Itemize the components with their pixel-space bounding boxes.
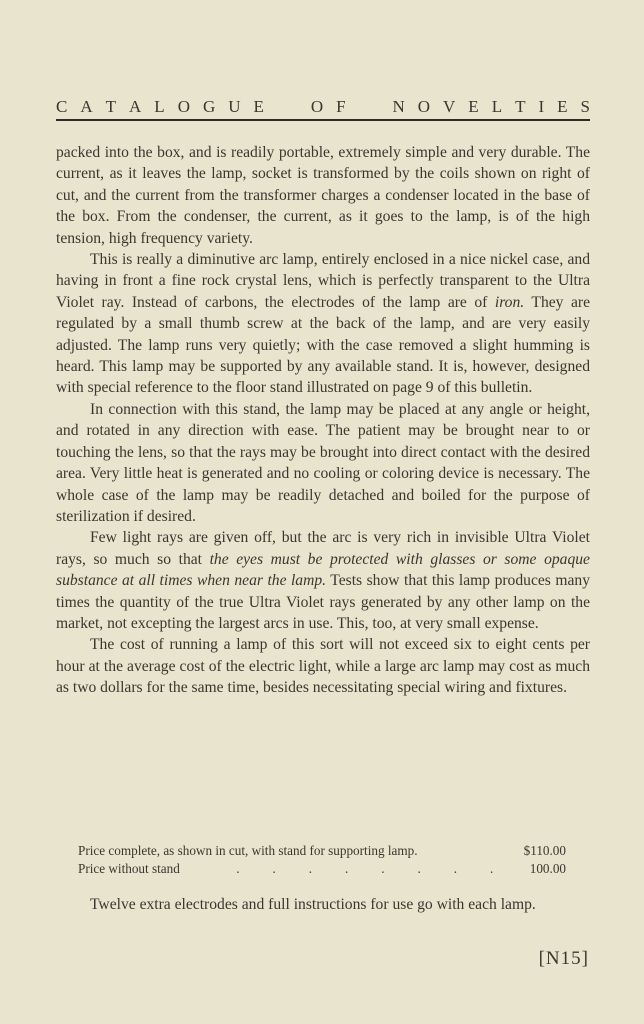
italic-text: the eyes must be protected with glasses or some opaque substance at all times when near the lamp. [56, 550, 590, 590]
price-value: $110.00 [523, 843, 566, 858]
text-segment: Tests show that this lamp produces many times the quantity of the true Ultra Violet rays generated by any other lamp on the market, not excepting the largest arcs in use. This, too, at very small expense. [56, 572, 590, 632]
header-word-of: O F [310, 97, 346, 116]
paragraph [56, 527, 590, 634]
paragraph [56, 634, 590, 698]
price-value: 100.00 [529, 861, 566, 876]
text-segment: Few light rays are given off, but the arc is very rich in invisible Ultra Violet rays, so much so that [56, 529, 590, 568]
closing-note [56, 894, 590, 916]
italic-text: iron. [494, 293, 525, 311]
price-label: Price complete, as shown in cut, with stand for supporting lamp. [78, 843, 418, 858]
text-segment: In connection with this stand, the lamp may be placed at any angle or height, and rotated in any direction with ease. The patient may be brought near to or touching the lens, so that the rays may be brought into direct contact with the desired area. Very little heat is generated and no cooling or coloring device is necessary. The whole case of the lamp may be readily detached and boiled for the purpose of sterilization if desired. [56, 400, 590, 525]
paragraph [56, 142, 590, 249]
price-label: Price without stand [78, 861, 180, 876]
price-list [78, 842, 566, 878]
paragraph [56, 399, 590, 527]
running-header [56, 97, 590, 117]
text-segment: This is really a diminutive arc lamp, entirely enclosed in a nice nickel case, and having in front a fine rock crystal lens, which is perfectly transparent to the Ultra Violet ray. Instead of carbons, the electrodes of the lamp are of [56, 251, 590, 311]
page-number: [N15] [538, 948, 589, 969]
paragraph [56, 249, 590, 399]
body-text [56, 142, 590, 699]
price-row-complete [78, 842, 566, 860]
text-segment: They are regulated by a small thumb screw at the back of the lamp, and are very easily adjusted. The lamp runs very quietly; with the case removed a slight humming is heard. This lamp may be supported by any available stand. It is, however, designed with special reference to the floor stand illustrated on page 9 of this bulletin. [56, 293, 590, 397]
header-word-novelties: N O V E L T I E S [392, 97, 590, 116]
leader-dots: . . . . . . . . [236, 861, 494, 876]
closing-paragraph: Twelve extra electrodes and full instructions for use go with each lamp. [90, 896, 536, 913]
header-word-catalogue: C A T A L O G U E [56, 97, 264, 116]
header-rule [56, 119, 590, 121]
price-row-without-stand [78, 860, 566, 878]
text-segment: packed into the box, and is readily portable, extremely simple and very durable. The current, as it leaves the lamp, socket is transformed by the coils shown on right of cut, and the current from the transformer charges a condenser located in the base of the box. From the condenser, the current, as it goes to the lamp, is of the high tension, high frequency variety. [56, 144, 590, 247]
text-segment: The cost of running a lamp of this sort will not exceed six to eight cents per hour at the average cost of the electric light, while a large arc lamp may cost as much as two dollars for the same time, besides necessitating special wiring and fixtures. [56, 636, 590, 697]
